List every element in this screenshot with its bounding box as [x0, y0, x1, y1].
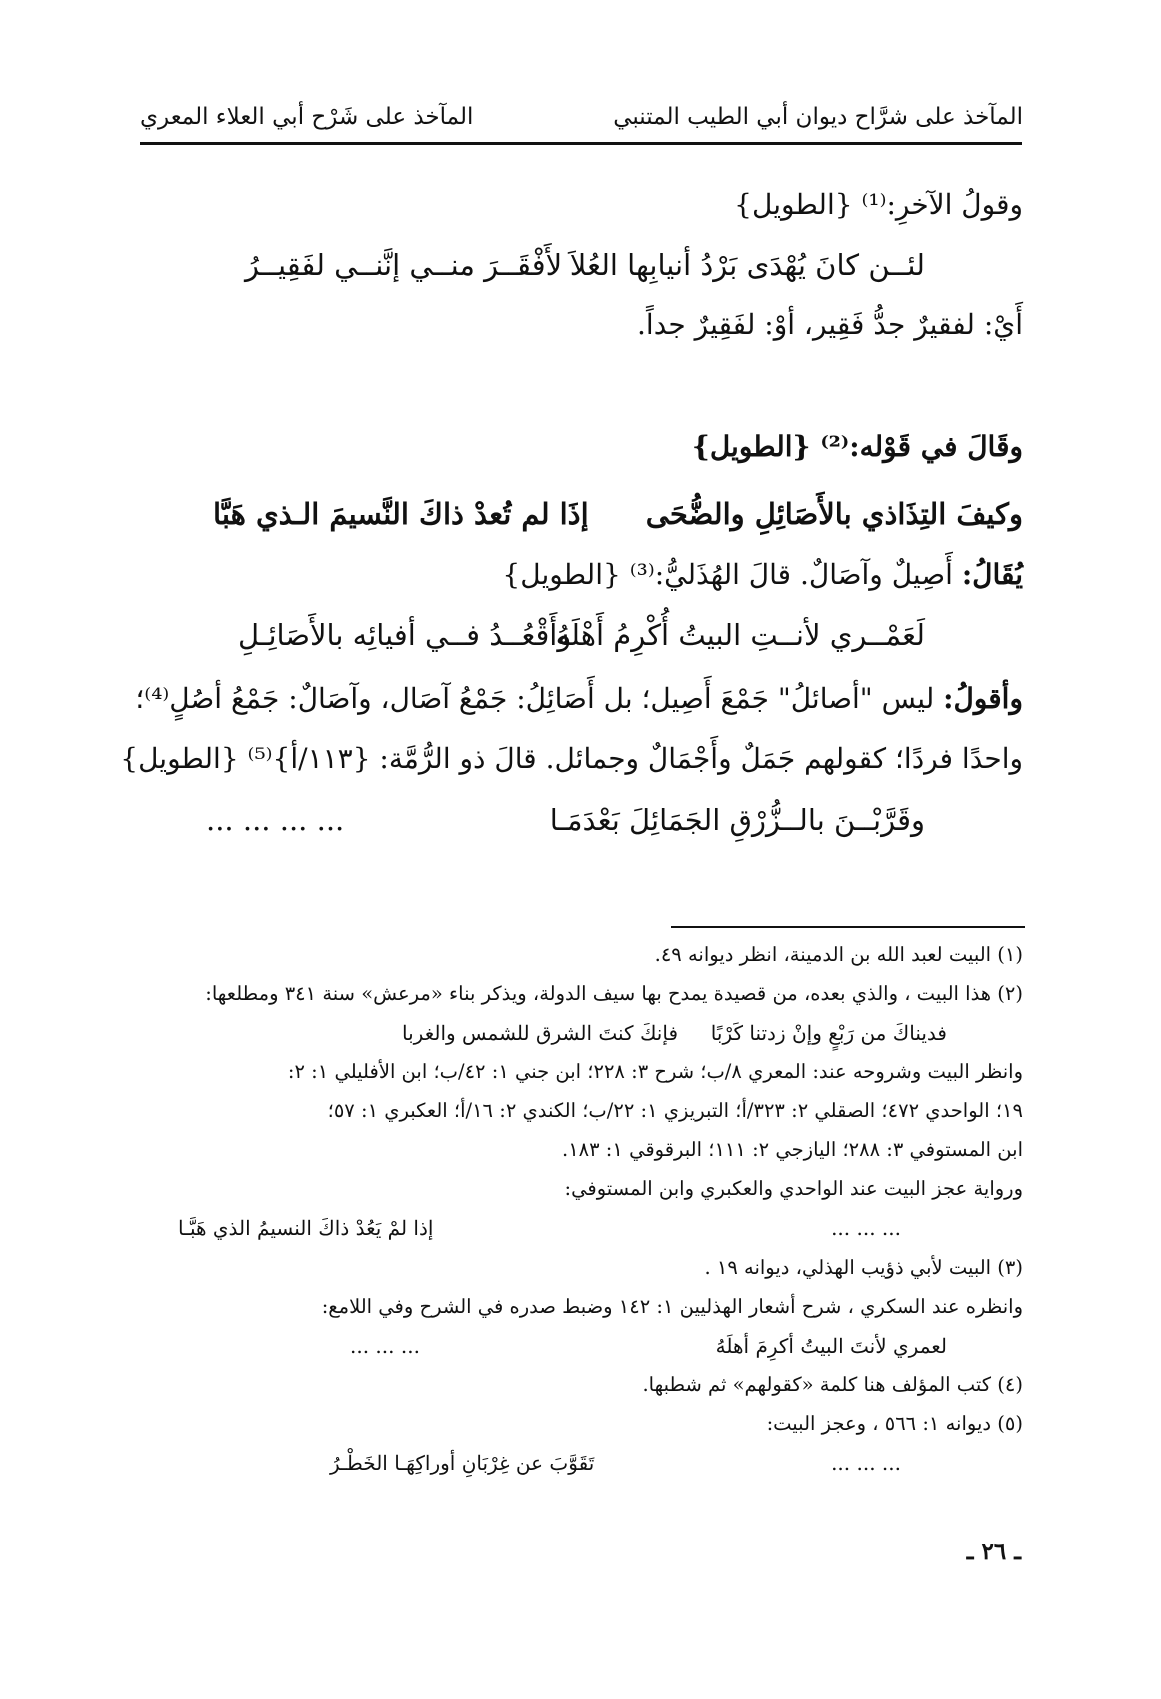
section-heading: وقَالَ في قَوْله:⁽²⁾ {الطويل} [691, 430, 1023, 463]
verse-ellipsis: ... ... ... ... [206, 803, 345, 837]
footnote-verse-second: تَقَوَّبَ عن غِرْبَانِ أوراكِهَـا الخَطْـرُ [330, 1451, 595, 1475]
verse-hemistich-second: لأَفْقَــرَ منــي إنَّنــي لفَقِيــرُ [245, 248, 563, 282]
text-run: ليس "أصائلُ" جَمْعَ أَصِيل؛ بل أَصَائِلُ: جَمْعُ آصَال، وآصَالٌ: جَمْعُ أصُلٍ⁽⁴⁾؛ [135, 682, 944, 715]
footnote-line: ورواية عجز البيت عند الواحدي والعكبري وابن المستوفي: [564, 1177, 1023, 1200]
footnote-line: وانظره عند السكري ، شرح أشعار الهذليين ١: ١٤٢ وضبط صدره في الشرح وفي اللامع: [321, 1295, 1023, 1318]
text-line [502, 558, 1023, 592]
keyword: وأقولُ: [943, 682, 1023, 715]
footnote-3: (٣) البيت لأبي ذؤيب الهذلي، ديوانه ١٩ . [704, 1256, 1023, 1279]
footnote-line: ابن المستوفي ٣: ٢٨٨؛ اليازجي ٢: ١١١؛ البرقوقي ١: ١٨٣. [561, 1138, 1023, 1161]
footnote-1: (١) البيت لعبد الله بن الدمينة، انظر ديوانه ٤٩. [654, 943, 1023, 966]
footnote-verse-ellipsis: ... ... ... [831, 1216, 901, 1240]
footnote-line: وانظر البيت وشروحه عند: المعري ٨/ب؛ شرح ٣: ٢٢٨؛ ابن جني ١: ٤٢/ب؛ ابن الأفليلي ١: ٢: [287, 1060, 1023, 1083]
text-line [135, 682, 1023, 716]
verse-hemistich-second: وأَقْعُــدُ فــي أفيائِه بالأَصَائِـلِ [238, 618, 572, 652]
verse-hemistich-first: لئــن كانَ يُهْدَى بَرْدُ أنيابِها العُلاَ [569, 248, 925, 282]
footnote-verse-second: فإنكَ كنتَ الشرق للشمس والغربا [402, 1021, 679, 1045]
verse-hemistich-first: وكيفَ التِذَاذي بالأَصَائِلِ والضُّحَى [645, 497, 1023, 531]
text-line: أَيْ: لفقيرٌ جدُّ فَقِير، أوْ: لفَقِيرٌ جداً. [637, 308, 1023, 341]
keyword: يُقَالُ: [961, 558, 1023, 591]
footnote-line: ١٩؛ الواحدي ٤٧٢؛ الصقلي ٢: ٣٢٣/أ؛ التبريزي ١: ٢٢/ب؛ الكندي ٢: ١٦/أ؛ العكبري ١: ٥٧؛ [327, 1099, 1023, 1122]
page-number: ـ ٢٦ ـ [966, 1538, 1021, 1565]
footnote-rule [671, 926, 1025, 928]
text-line: وقولُ الآخرِ:⁽¹⁾ {الطويل} [734, 188, 1023, 221]
header-rule [140, 142, 1022, 145]
footnote-5: (٥) ديوانه ١: ٥٦٦ ، وعجز البيت: [766, 1412, 1023, 1435]
footnote-verse-first: فديناكَ من رَبْعٍ وإنْ زدتنا كَرْبًا [710, 1021, 947, 1045]
footnote-2: (٢) هذا البيت ، والذي بعده، من قصيدة يمدح بها سيف الدولة، ويذكر بناء «مرعش» سنة ٣٤١ ومطلعها: [205, 982, 1023, 1005]
footnote-verse-ellipsis: ... ... ... [831, 1451, 901, 1475]
footnote-4: (٤) كتب المؤلف هنا كلمة «كقولهم» ثم شطبها. [642, 1373, 1023, 1396]
footnote-verse-first: لعمري لأنتَ البيتُ أكرِمَ أهلَهُ [715, 1334, 947, 1358]
footnote-verse-ellipsis: ... ... ... [350, 1334, 420, 1358]
running-header-title: المآخذ على شرَّاح ديوان أبي الطيب المتنبي [613, 104, 1023, 130]
text-line: واحدًا فردًا؛ كقولهم جَمَلٌ وأَجْمَالٌ وجمائل. قالَ ذو الرُّمَّة: {١١٣/أ}⁽⁵⁾ {الطويل} [120, 742, 1023, 775]
verse-hemistich-first: وقَرَّبْــنَ بالــزُّرْقِ الجَمَائِلَ بَعْدَمَـا [549, 803, 925, 837]
running-header-subtitle: المآخذ على شَرْح أبي العلاء المعري [140, 104, 474, 130]
text-run: أَصِيلٌ وآصَالٌ. قالَ الهُذَليُّ:⁽³⁾ {الطويل} [502, 558, 962, 591]
verse-hemistich-first: لَعَمْــري لأنــتِ البيتُ أُكْرِمُ أَهْلَهُ [555, 618, 925, 652]
footnote-verse-second: إذا لمْ يَعُدْ ذاكَ النسيمُ الذي هَبَّـا [178, 1216, 434, 1240]
verse-hemistich-second: إذَا لم تُعدْ ذاكَ النَّسيمَ الـذي هَبَّا [213, 497, 589, 531]
